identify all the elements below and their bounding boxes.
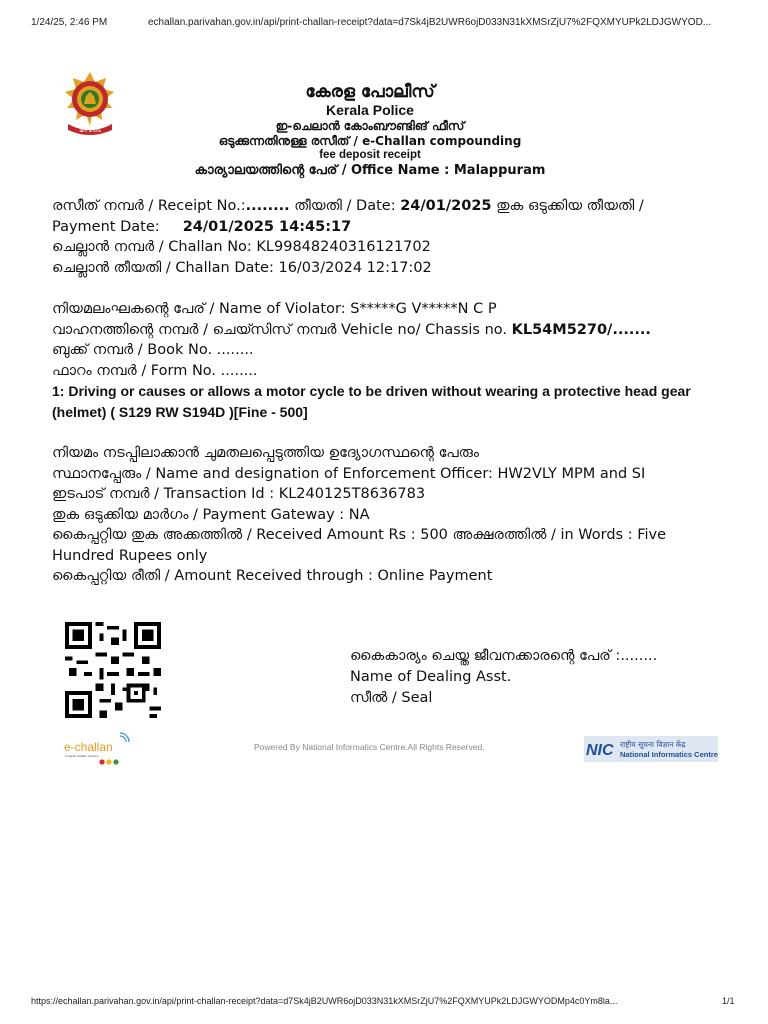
dealing-assistant — [350, 646, 657, 709]
page-number: 1/1 — [722, 996, 735, 1006]
print-datetime: 1/24/25, 2:46 PM — [31, 17, 108, 28]
receipt-no-line: രസീത് നമ്പർ / Receipt No.:........ തീയതി / Date: 24/01/2025 തുക ഒടുക്കിയ തീയതി / — [52, 198, 644, 214]
emblem-star-icon — [65, 72, 114, 126]
vehicle-no: വാഹനത്തിന്റെ നമ്പർ / ചെയ്സിസ് നമ്പർ Vehicle no/ Chassis no. KL54M5270/....... — [52, 321, 651, 338]
dealing-name-ml: കൈകാര്യം ചെയ്ത ജീവനക്കാരന്റെ പേര് :........ — [350, 648, 658, 664]
emblem-motto: ജന സേവ — [79, 129, 101, 134]
receipt-title-ml: ഇ-ചെലാൻ കോംബൗണ്ടിങ് ഫീസ് — [275, 119, 465, 133]
echallan-logo-subtext: A Digital Challan Solution — [65, 754, 99, 758]
nic-en: National Informatics Centre — [620, 750, 718, 759]
challan-date: ചെല്ലാൻ തീയതി / Challan Date: 16/03/2024 12:17:02 — [52, 259, 432, 276]
challan-no: ചെല്ലാൻ നമ്പർ / Challan No: KL99848240316121702 — [52, 239, 431, 255]
green-light-icon — [113, 759, 118, 764]
org-name-ml: കേരള പോലീസ് — [305, 82, 435, 102]
nic-abbr: NIC — [586, 742, 614, 759]
receipt-title-line2: ഒടുക്കുന്നതിനുള്ള രസീത് / e-Challan compounding — [218, 134, 522, 148]
powered-by: Powered By National Informatics Centre.All Rights Reserved. — [254, 742, 485, 752]
print-url: echallan.parivahan.gov.in/api/print-challan-receipt?data=d7Sk4jB2UWR6ojD033N31kXMSrZjU7%2FQXMYUPk2LDJGWYOD... — [148, 17, 712, 28]
amber-light-icon — [106, 759, 111, 764]
echallan-logo — [64, 732, 134, 768]
kerala-police-emblem — [58, 70, 122, 140]
nic-hindi: राष्ट्रीय सूचना विज्ञान केंद्र — [620, 740, 686, 749]
transaction-id: ഇടപാട് നമ്പർ / Transaction Id : KL240125T8636783 — [52, 486, 426, 502]
payment-date-line: Payment Date: 24/01/2025 14:45:17 — [52, 218, 352, 235]
receipt-header — [150, 82, 590, 180]
seal-label: സീൽ / Seal — [350, 690, 433, 706]
red-light-icon — [99, 759, 104, 764]
violator-name: നിയമലംഘകന്റെ പേര് / Name of Violator: S*****G V*****N C P — [52, 301, 497, 317]
form-no: ഫാറം നമ്പർ / Form No. ........ — [52, 362, 258, 379]
received-through: കൈപ്പറ്റിയ രീതി / Amount Received through : Online Payment — [52, 568, 493, 584]
receipt-body — [52, 196, 732, 587]
offence-details: 1: Driving or causes or allows a motor cycle to be driven without wearing a protective head gear (helmet) ( S129 RW S194D )[Fine - 500] — [52, 383, 691, 420]
received-amount: കൈപ്പറ്റിയ തുക അക്കത്തിൽ / Received Amount Rs : 500 അക്ഷരത്തിൽ / in Words : Five Hundred Rupees only — [52, 527, 667, 564]
qr-code-icon — [62, 622, 164, 718]
book-no: ബുക്ക് നമ്പർ / Book No. ........ — [52, 342, 254, 358]
org-name-en: Kerala Police — [326, 102, 414, 118]
officer-line2: സ്ഥാനപ്പേരും / Name and designation of Enforcement Officer: HW2VLY MPM and SI — [52, 465, 646, 482]
nic-logo — [584, 736, 718, 762]
footer-url: https://echallan.parivahan.gov.in/api/print-challan-receipt?data=d7Sk4jB2UWR6ojD033N31kXMSrZjU7%2FQXMYUPk2LDJGWYODMp4c0Ym8la... — [31, 996, 618, 1006]
receipt-title-line3: fee deposit receipt — [319, 149, 421, 161]
signal-icon — [120, 733, 129, 742]
echallan-logo-text: e-challan — [64, 740, 113, 754]
officer-line1: നിയമം നടപ്പിലാക്കാൻ ചുമതലപ്പെടുത്തിയ ഉദ്യോഗസ്ഥന്റെ പേരും — [52, 445, 480, 461]
dealing-name-en: Name of Dealing Asst. — [350, 669, 512, 685]
payment-gateway: തുക ഒടുക്കിയ മാർഗം / Payment Gateway : NA — [52, 506, 370, 523]
office-name: കാര്യാലയത്തിന്റെ പേര് / Office Name : Malappuram — [194, 163, 546, 178]
